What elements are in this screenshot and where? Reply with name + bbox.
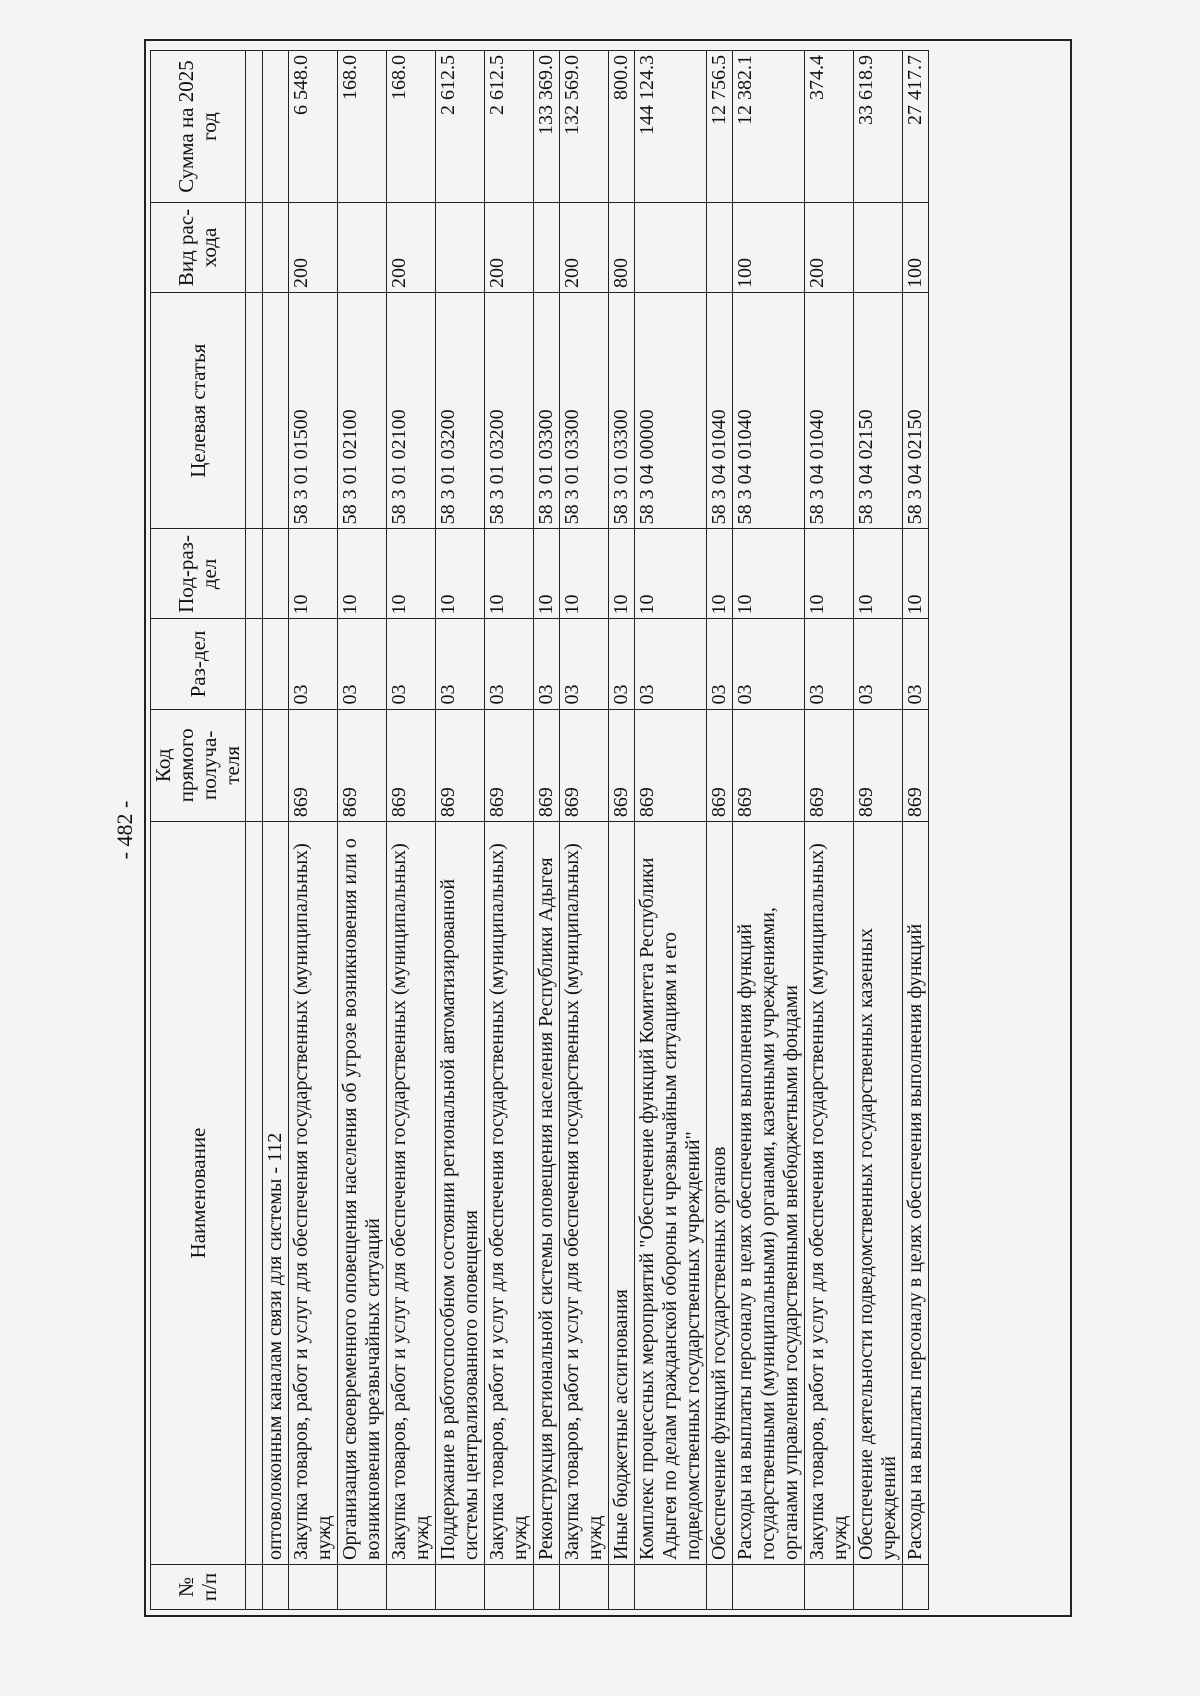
cell-name: Обеспечение деятельности подведомственных государственных казенных учреждений (854, 822, 903, 1565)
cell-name: Реконструкция региональной системы оповещения населения Республики Адыгея (534, 822, 560, 1565)
table-row (707, 51, 733, 1610)
cell-name: Закупка товаров, работ и услуг для обеспечения государственных (муниципальных) нужд (289, 822, 338, 1565)
cell-expense-type: 200 (560, 203, 609, 293)
cell-target-article: 58 3 04 01040 (805, 293, 854, 529)
cell-subsection: 10 (338, 529, 387, 619)
cell-num (338, 1564, 387, 1609)
cell-subsection: 10 (903, 529, 929, 619)
table-row (338, 51, 387, 1610)
cell-target-article: 58 3 01 03200 (485, 293, 534, 529)
cell-expense-type: 200 (387, 203, 436, 293)
cell-sum: 132 569.0 (560, 51, 609, 203)
cell-section: 03 (609, 619, 635, 709)
table-row (805, 51, 854, 1610)
cell-sum: 144 124.3 (635, 51, 707, 203)
cell-section: 03 (289, 619, 338, 709)
cell-recipient-code: 869 (903, 709, 929, 822)
table-row (534, 51, 560, 1610)
cell-section: 03 (534, 619, 560, 709)
table-row (903, 51, 929, 1610)
cell-name: Поддержание в работоспособном состоянии региональной автоматизированной системы централизованного оповещения (436, 822, 485, 1565)
cell-sum: 12 382.1 (733, 51, 805, 203)
table-row (854, 51, 903, 1610)
table-row (387, 51, 436, 1610)
cell-num (246, 1564, 263, 1609)
cell-target-article: 58 3 04 02150 (854, 293, 903, 529)
cell-sum: 168.0 (387, 51, 436, 203)
cell-target-article: 58 3 01 03200 (436, 293, 485, 529)
cell-subsection: 10 (609, 529, 635, 619)
cell-section: 03 (903, 619, 929, 709)
cell-recipient-code: 869 (635, 709, 707, 822)
cell-subsection: 10 (485, 529, 534, 619)
table-row (246, 51, 263, 1610)
cell-recipient-code: 869 (436, 709, 485, 822)
header-section: Раз-дел (151, 619, 246, 709)
cell-num (560, 1564, 609, 1609)
cell-recipient-code (246, 709, 263, 822)
cell-name: Обеспечение функций государственных органов (707, 822, 733, 1565)
cell-recipient-code: 869 (707, 709, 733, 822)
cell-num (707, 1564, 733, 1609)
cell-section (263, 619, 289, 709)
cell-name: Организация своевременного оповещения населения об угрозе возникновения или о возникновении чрезвычайных ситуаций (338, 822, 387, 1565)
cell-target-article: 58 3 01 02100 (338, 293, 387, 529)
cell-sum: 133 369.0 (534, 51, 560, 203)
cell-sum: 6 548.0 (289, 51, 338, 203)
cell-num (534, 1564, 560, 1609)
cell-section: 03 (436, 619, 485, 709)
cell-name: Закупка товаров, работ и услуг для обеспечения государственных (муниципальных) нужд (560, 822, 609, 1565)
table-row (609, 51, 635, 1610)
cell-subsection: 10 (733, 529, 805, 619)
table-row (635, 51, 707, 1610)
cell-recipient-code: 869 (733, 709, 805, 822)
cell-sum: 800.0 (609, 51, 635, 203)
cell-recipient-code: 869 (534, 709, 560, 822)
header-name: Наименование (151, 822, 246, 1565)
cell-section: 03 (560, 619, 609, 709)
cell-section: 03 (805, 619, 854, 709)
cell-recipient-code: 869 (485, 709, 534, 822)
cell-expense-type (534, 203, 560, 293)
cell-subsection: 10 (387, 529, 436, 619)
cell-sum (263, 51, 289, 203)
cell-sum: 374.4 (805, 51, 854, 203)
table-body (246, 51, 929, 1610)
header-num: № п/п (151, 1564, 246, 1609)
table-row (560, 51, 609, 1610)
cell-recipient-code: 869 (854, 709, 903, 822)
cell-num (387, 1564, 436, 1609)
cell-subsection: 10 (854, 529, 903, 619)
table-row (289, 51, 338, 1610)
cell-expense-type (263, 203, 289, 293)
cell-subsection: 10 (289, 529, 338, 619)
cell-recipient-code: 869 (609, 709, 635, 822)
cell-name (246, 822, 263, 1565)
cell-subsection: 10 (805, 529, 854, 619)
cell-sum: 2 612.5 (436, 51, 485, 203)
cell-target-article: 58 3 01 03300 (534, 293, 560, 529)
cell-target-article (246, 293, 263, 529)
cell-sum: 27 417.7 (903, 51, 929, 203)
cell-expense-type: 800 (609, 203, 635, 293)
cell-name: Закупка товаров, работ и услуг для обеспечения государственных (муниципальных) нужд (485, 822, 534, 1565)
cell-expense-type (338, 203, 387, 293)
cell-section: 03 (854, 619, 903, 709)
cell-sum: 12 756.5 (707, 51, 733, 203)
cell-num (635, 1564, 707, 1609)
cell-num (263, 1564, 289, 1609)
cell-expense-type: 200 (805, 203, 854, 293)
table-header-row (151, 51, 246, 1610)
cell-recipient-code: 869 (805, 709, 854, 822)
cell-recipient-code: 869 (338, 709, 387, 822)
cell-target-article: 58 3 01 01500 (289, 293, 338, 529)
cell-target-article: 58 3 01 02100 (387, 293, 436, 529)
cell-section: 03 (733, 619, 805, 709)
header-sum-2025: Сумма на 2025 год (151, 51, 246, 203)
header-subsection: Под-раз-дел (151, 529, 246, 619)
cell-name: Расходы на выплаты персоналу в целях обеспечения выполнения функций (903, 822, 929, 1565)
cell-expense-type (854, 203, 903, 293)
cell-name: Расходы на выплаты персоналу в целях обеспечения выполнения функций государственными (муниципальными) органами, казенными учреждениями, органами управления государственными внебюджетными фондами (733, 822, 805, 1565)
cell-section: 03 (707, 619, 733, 709)
cell-sum: 168.0 (338, 51, 387, 203)
page-number: - 482 - (112, 800, 137, 860)
cell-num (436, 1564, 485, 1609)
cell-sum: 33 618.9 (854, 51, 903, 203)
cell-target-article: 58 3 04 02150 (903, 293, 929, 529)
cell-sum: 2 612.5 (485, 51, 534, 203)
cell-expense-type: 200 (289, 203, 338, 293)
cell-subsection: 10 (635, 529, 707, 619)
cell-section: 03 (485, 619, 534, 709)
cell-num (485, 1564, 534, 1609)
table-row (485, 51, 534, 1610)
budget-table (150, 50, 929, 1610)
cell-recipient-code: 869 (387, 709, 436, 822)
cell-recipient-code: 869 (560, 709, 609, 822)
cell-subsection (246, 529, 263, 619)
cell-subsection: 10 (534, 529, 560, 619)
cell-target-article (263, 293, 289, 529)
cell-name: Иные бюджетные ассигнования (609, 822, 635, 1565)
cell-name: Закупка товаров, работ и услуг для обеспечения государственных (муниципальных) нужд (805, 822, 854, 1565)
header-recipient-code: Код прямого получа-теля (151, 709, 246, 822)
table-row (436, 51, 485, 1610)
cell-section: 03 (387, 619, 436, 709)
cell-num (609, 1564, 635, 1609)
cell-name: Закупка товаров, работ и услуг для обеспечения государственных (муниципальных) нужд (387, 822, 436, 1565)
cell-num (289, 1564, 338, 1609)
cell-num (733, 1564, 805, 1609)
rotated-document (100, 40, 1100, 1620)
cell-expense-type: 200 (485, 203, 534, 293)
cell-recipient-code: 869 (289, 709, 338, 822)
cell-num (805, 1564, 854, 1609)
cell-target-article: 58 3 01 03300 (560, 293, 609, 529)
cell-subsection (263, 529, 289, 619)
cell-expense-type (246, 203, 263, 293)
cell-expense-type (635, 203, 707, 293)
cell-expense-type: 100 (733, 203, 805, 293)
table-row (263, 51, 289, 1610)
cell-name: Комплекс процессных мероприятий "Обеспечение функций Комитета Республики Адыгея по делам гражданской обороны и чрезвычайным ситуациям и его подведомственных государственных учреждений" (635, 822, 707, 1565)
cell-num (903, 1564, 929, 1609)
cell-expense-type (436, 203, 485, 293)
cell-subsection: 10 (560, 529, 609, 619)
cell-num (854, 1564, 903, 1609)
table-row (733, 51, 805, 1610)
cell-expense-type: 100 (903, 203, 929, 293)
cell-section (246, 619, 263, 709)
cell-section: 03 (338, 619, 387, 709)
cell-target-article: 58 3 04 01040 (733, 293, 805, 529)
cell-subsection: 10 (707, 529, 733, 619)
cell-name: оптоволоконным каналам связи для системы - 112 (263, 822, 289, 1565)
header-expense-type: Вид рас-хода (151, 203, 246, 293)
cell-section: 03 (635, 619, 707, 709)
header-target-article: Целевая статья (151, 293, 246, 529)
cell-target-article: 58 3 04 01040 (707, 293, 733, 529)
cell-subsection: 10 (436, 529, 485, 619)
cell-recipient-code (263, 709, 289, 822)
cell-target-article: 58 3 01 03300 (609, 293, 635, 529)
cell-sum (246, 51, 263, 203)
cell-expense-type (707, 203, 733, 293)
cell-target-article: 58 3 04 00000 (635, 293, 707, 529)
